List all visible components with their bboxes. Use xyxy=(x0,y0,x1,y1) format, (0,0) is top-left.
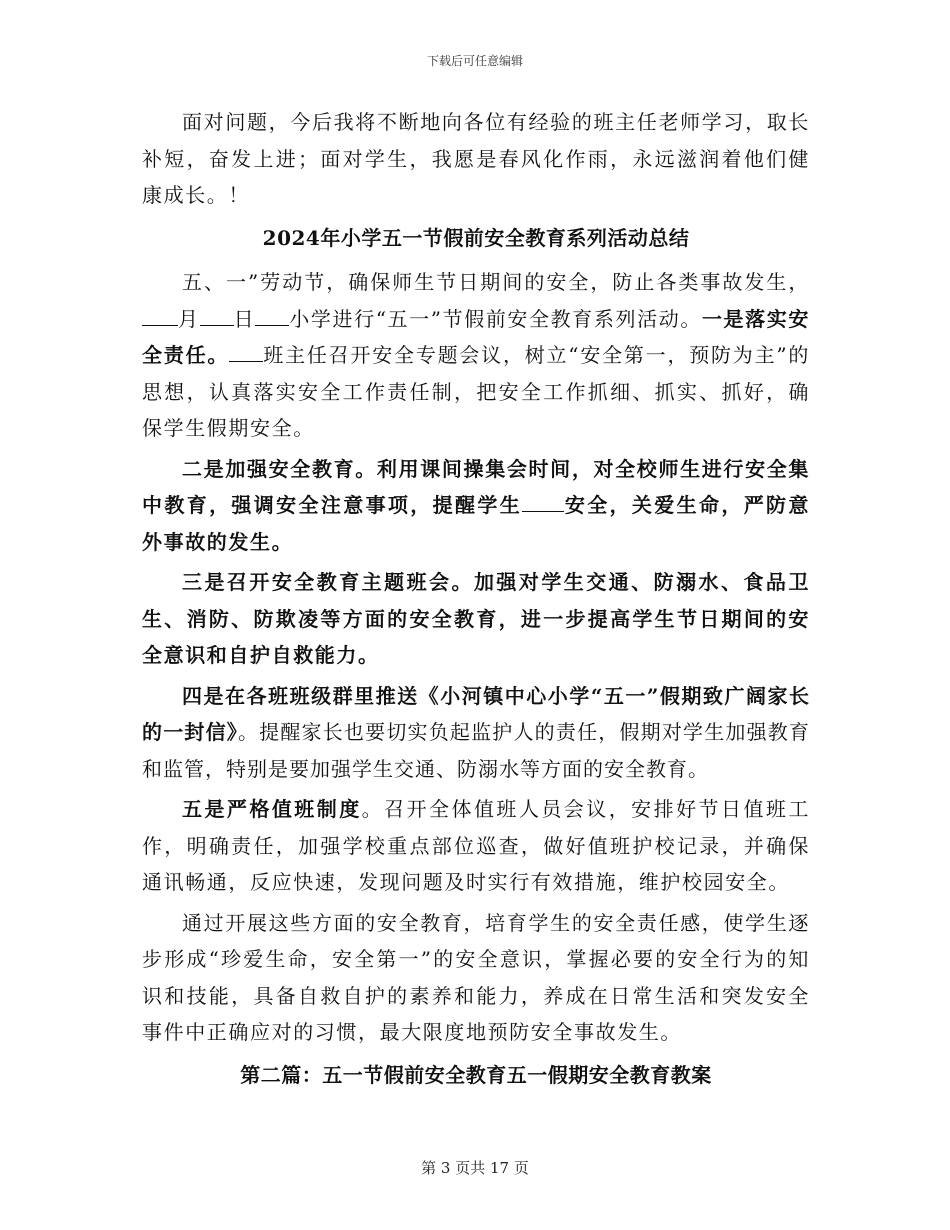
paragraph-6: 通过开展这些方面的安全教育，培育学生的安全责任感，使学生逐步形成“珍爱生命，安全第一”的安全意识，掌握必要的安全行为的知识和技能，具备自救自护的素养和能力，养成在日常生活和突发安全事件中正确应对的习惯，最大限度地预防安全事故发生。 xyxy=(142,910,810,1044)
p1-text-d: 小学进行“五一”节假前安全教育系列活动。 xyxy=(289,306,702,331)
blank-school xyxy=(255,305,289,326)
p4-bold: 四是在各班班级群里推送《小河镇中心小学“五一”假期致广阔家长的一封信》 xyxy=(142,683,810,744)
p3-bold: 三是召开安全教育主题班会。加强对学生交通、防溺水、食品卫生、消防、防欺凌等方面的安全教育，进一步提高学生节日期间的安全意识和自护自救能力。 xyxy=(142,570,810,667)
p5-text: 。召开全体值班人员会议，安排好节日值班工作，明确责任，加强学校重点部位巡查，做好值班护校记录，并确保通讯畅通，反应快速，发现问题及时实行有效措施，维护校园安全。 xyxy=(142,797,810,894)
section-heading-2: 第二篇：五一节假前安全教育五一假期安全教育教案 xyxy=(240,1062,712,1087)
paragraph-3 xyxy=(142,564,810,674)
p2-bold-b: 安全，关爱生命，严防意外事故的发生。 xyxy=(142,493,811,554)
paragraph-1 xyxy=(142,264,810,447)
blank-day xyxy=(200,305,234,326)
paragraph-5 xyxy=(142,791,810,901)
p1-text-f: 班主任召开安全专题会议，树立“安全第一，预防为主”的思想，认真落实安全工作责任制，把安全工作抓细、抓实、抓好，确保学生假期安全。 xyxy=(142,343,810,440)
document-body xyxy=(142,104,810,1093)
intro-paragraph: 面对问题，今后我将不断地向各位有经验的班主任老师学习，取长补短，奋发上进；面对学生，我愿是春风化作雨，永远滋润着他们健康成长。！ xyxy=(142,110,810,207)
blank-class xyxy=(229,341,263,362)
p1-bold-responsibility: 一是落实安全责任。 xyxy=(142,306,810,367)
section-heading-1: 2024年小学五一节假前安全教育系列活动总结 xyxy=(262,225,690,250)
p5-bold: 五是严格值班制度 xyxy=(182,797,362,821)
p1-text-day: 日 xyxy=(233,306,256,331)
p1-text-a: 五、一”劳动节，确保师生节日期间的安全，防止各类事故发生， xyxy=(182,270,810,294)
paragraph-4 xyxy=(142,678,810,788)
blank-month xyxy=(142,305,178,326)
page-footer: 第 3 页共 17 页 xyxy=(421,1159,529,1177)
p2-bold-a: 二是加强安全教育。利用课间操集会时间，对全校师生进行安全集中教育，强调安全注意事项，提醒学生 xyxy=(142,456,810,517)
paragraph-2 xyxy=(142,451,810,561)
p4-text: 。提醒家长也要切实负起监护人的责任，假期对学生加强教育和监管，特别是要加强学生交通、防溺水等方面的安全教育。 xyxy=(142,720,811,781)
p1-text-month: 月 xyxy=(178,306,200,331)
blank-student xyxy=(522,491,564,512)
page-header: 下载后可任意编辑 xyxy=(426,54,523,68)
